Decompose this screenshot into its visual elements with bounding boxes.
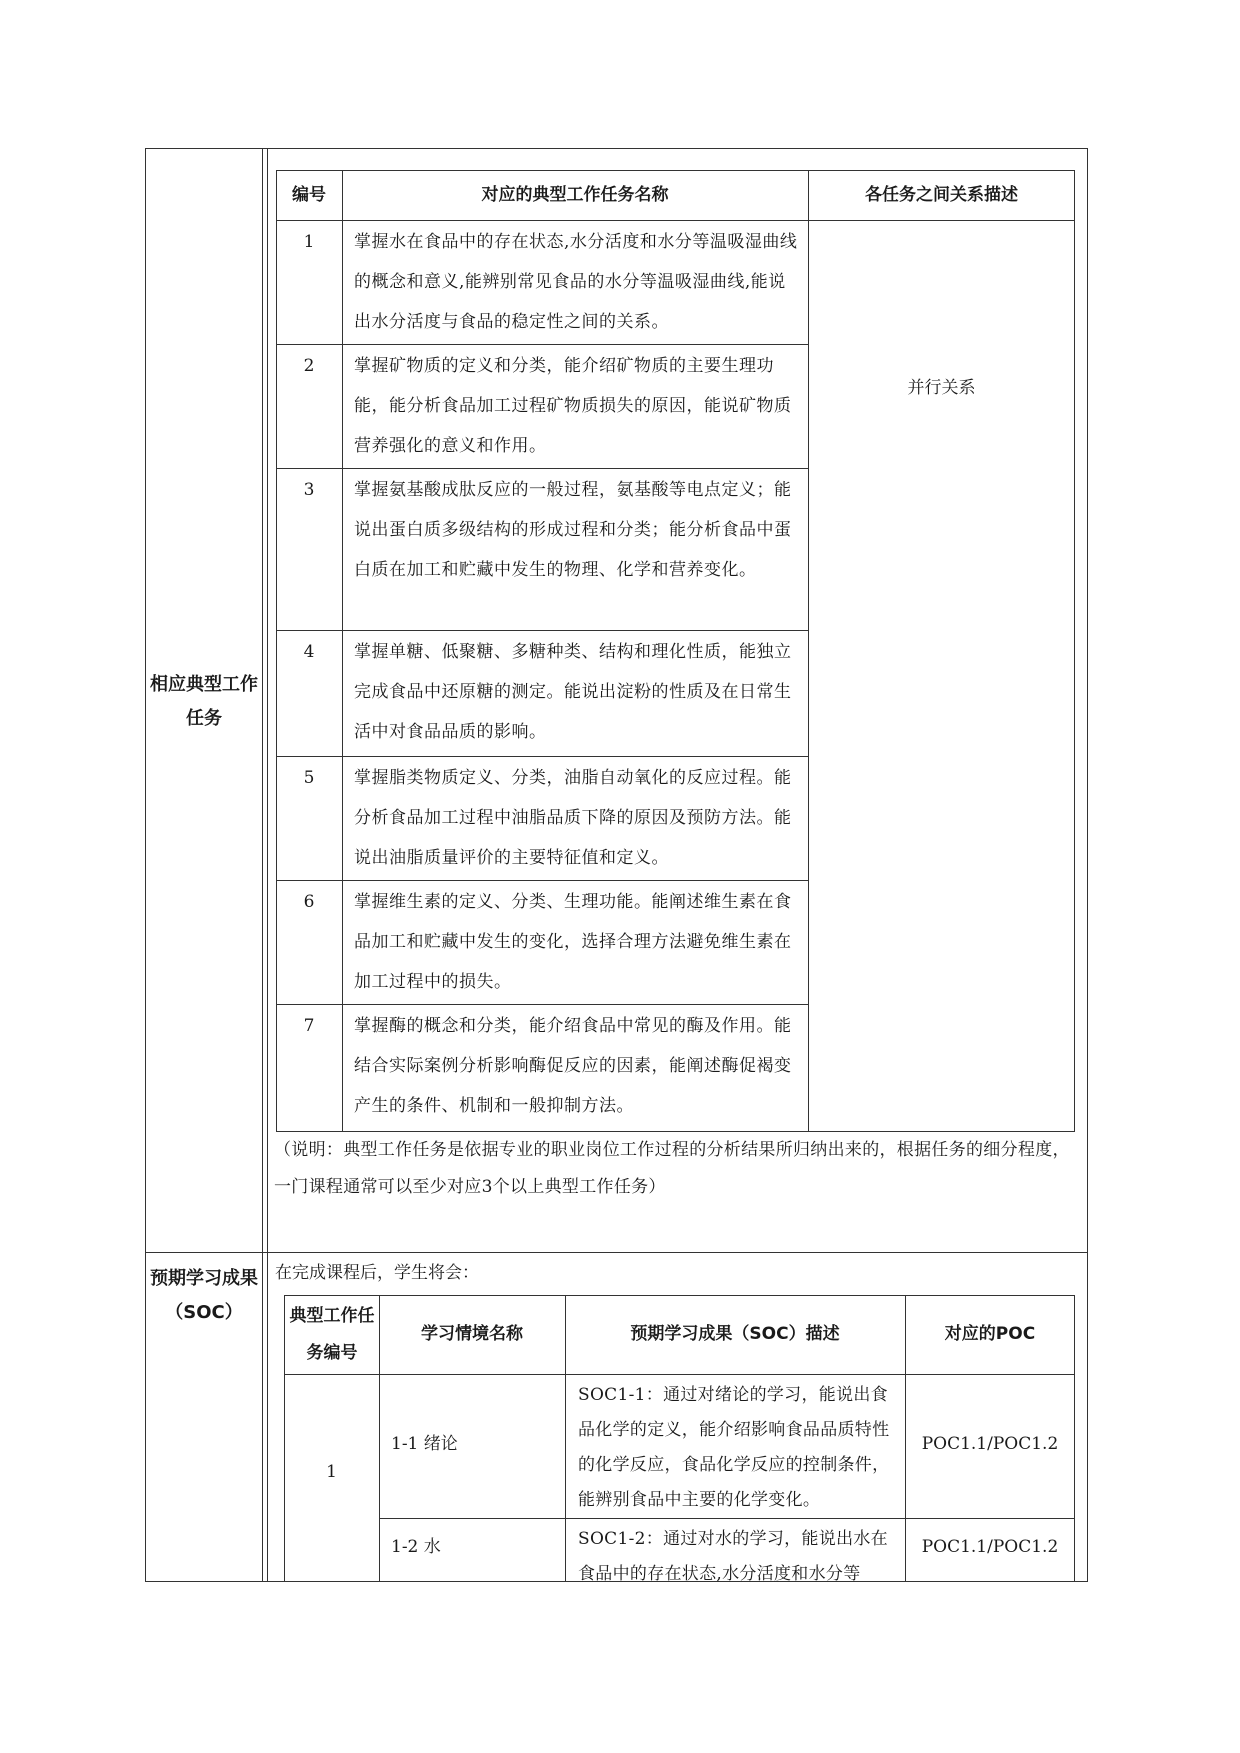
task-row-line (276, 344, 808, 345)
soc-header-task-no: 典型工作任务编号 (289, 1306, 375, 1363)
section2-intro: 在完成课程后，学生将会： (275, 1263, 479, 1283)
label-divider-outer (262, 148, 263, 1582)
task-row-line (276, 468, 808, 469)
section-divider (145, 1252, 1088, 1253)
section1-label: 相应典型工作任务 (150, 674, 258, 729)
task-number: 6 (303, 892, 315, 912)
task-name: 掌握维生素的定义、分类、生理功能。能阐述维生素在食品加工和贮藏中发生的变化，选择合理方法避免维生素在加工过程中的损失。 (354, 892, 792, 992)
task-number: 5 (303, 768, 315, 788)
task-number: 7 (303, 1016, 315, 1036)
soc-header-desc: 预期学习成果（SOC）描述 (630, 1324, 840, 1344)
task-name: 掌握水在食品中的存在状态,水分活度和水分等温吸湿曲线的概念和意义,能辨别常见食品的水分等温吸湿曲线,能说出水分活度与食品的稳定性之间的关系。 (354, 232, 798, 332)
label-divider-inner (267, 148, 268, 1582)
task-name: 掌握氨基酸成肽反应的一般过程，氨基酸等电点定义；能说出蛋白质多级结构的形成过程和分类；能分析食品中蛋白质在加工和贮藏中发生的物理、化学和营养变化。 (354, 480, 792, 580)
task-row-line (276, 1004, 808, 1005)
soc-row-line (379, 1518, 1075, 1519)
task-row-line (276, 630, 808, 631)
soc-poc: POC1.1/POC1.2 (921, 1434, 1059, 1454)
soc-context: 1-1 绪论 (391, 1434, 458, 1454)
task-table-header-line (276, 220, 1075, 221)
section1-note: （说明：典型工作任务是依据专业的职业岗位工作过程的分析结果所归纳出来的，根据任务的细分程度，一门课程通常可以至少对应3个以上典型工作任务） (274, 1140, 1070, 1197)
task-number: 3 (303, 480, 315, 500)
task-header-relation: 各任务之间关系描述 (865, 185, 1018, 205)
task-relation: 并行关系 (907, 378, 976, 398)
task-number: 4 (303, 642, 315, 662)
section2-label: 预期学习成果（SOC） (150, 1268, 258, 1323)
soc-desc: SOC1-1：通过对绪论的学习，能说出食品化学的定义，能介绍影响食品品质特性的化学反应，食品化学反应的控制条件，能辨别食品中主要的化学变化。 (578, 1385, 890, 1510)
task-number: 2 (303, 356, 315, 376)
task-number: 1 (303, 232, 315, 252)
task-header-name: 对应的典型工作任务名称 (481, 185, 669, 205)
task-header-no: 编号 (292, 185, 326, 205)
task-row-line (276, 756, 808, 757)
soc-poc: POC1.1/POC1.2 (921, 1537, 1059, 1557)
soc-header-poc: 对应的POC (944, 1324, 1036, 1344)
soc-context: 1-2 水 (391, 1537, 441, 1557)
task-row-line (276, 880, 808, 881)
soc-header-context: 学习情境名称 (421, 1324, 523, 1344)
soc-desc: SOC1-2：通过对水的学习，能说出水在食品中的存在状态,水分活度和水分等 (578, 1529, 888, 1582)
soc-header-line (284, 1374, 1075, 1375)
task-table-col1 (342, 170, 343, 1132)
task-name: 掌握酶的概念和分类，能介绍食品中常见的酶及作用。能结合实际案例分析影响酶促反应的因素，能阐述酶促褐变产生的条件、机制和一般抑制方法。 (354, 1016, 792, 1116)
task-name: 掌握脂类物质定义、分类，油脂自动氧化的反应过程。能分析食品加工过程中油脂品质下降的原因及预防方法。能说出油脂质量评价的主要特征值和定义。 (354, 768, 792, 868)
task-name: 掌握矿物质的定义和分类，能介绍矿物质的主要生理功能，能分析食品加工过程矿物质损失的原因，能说矿物质营养强化的意义和作用。 (354, 356, 792, 456)
task-name: 掌握单糖、低聚糖、多糖种类、结构和理化性质，能独立完成食品中还原糖的测定。能说出淀粉的性质及在日常生活中对食品品质的影响。 (354, 642, 792, 742)
task-table-col2 (808, 170, 809, 1132)
soc-task-number: 1 (326, 1462, 337, 1482)
